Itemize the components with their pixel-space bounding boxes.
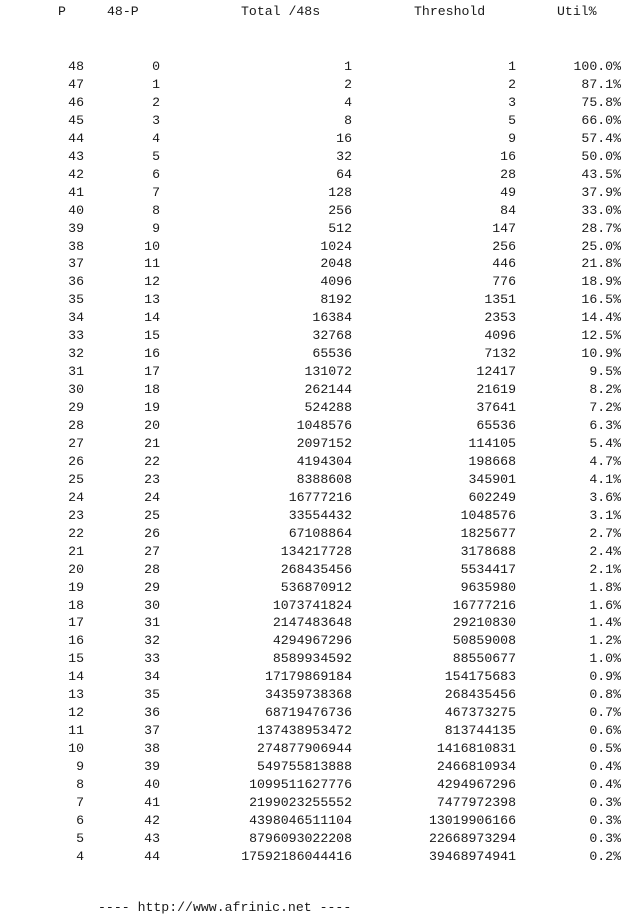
table-row [0, 363, 639, 381]
table-row [0, 758, 639, 776]
cell-util: 10.9% [581, 346, 621, 362]
table-row [0, 399, 639, 417]
cell-threshold: 88550677 [452, 651, 516, 667]
cell-threshold: 5 [508, 112, 516, 128]
cell-total-48s: 4398046511104 [249, 812, 352, 828]
cell-util: 0.9% [589, 669, 621, 685]
cell-48-minus-p: 18 [144, 382, 160, 398]
cell-util: 4.7% [589, 453, 621, 469]
cell-48-minus-p: 23 [144, 471, 160, 487]
cell-util: 1.2% [589, 633, 621, 649]
cell-threshold: 3178688 [460, 543, 516, 559]
cell-total-48s: 64 [336, 166, 352, 182]
cell-util: 0.4% [589, 777, 621, 792]
cell-util: 5.4% [589, 435, 621, 451]
cell-threshold: 13019906166 [428, 812, 516, 828]
table-row [0, 614, 639, 632]
cell-threshold: 1416810831 [436, 741, 516, 757]
cell-threshold: 22668973294 [428, 830, 516, 846]
cell-total-48s: 16 [336, 130, 352, 146]
cell-total-48s: 536870912 [280, 579, 352, 595]
cell-threshold: 84 [500, 202, 516, 218]
cell-p: 14 [68, 669, 84, 685]
cell-48-minus-p: 33 [144, 651, 160, 667]
cell-threshold: 9 [508, 130, 516, 146]
cell-48-minus-p: 25 [144, 507, 160, 523]
cell-p: 38 [68, 238, 84, 254]
table-row [0, 740, 639, 758]
cell-threshold: 16 [500, 148, 516, 164]
cell-threshold: 114105 [468, 435, 516, 451]
cell-util: 6.3% [589, 418, 621, 433]
cell-threshold: 2466810934 [436, 759, 516, 775]
cell-util: 87.1% [581, 76, 621, 92]
cell-total-48s: 8589934592 [272, 651, 352, 667]
table-row [0, 273, 639, 291]
cell-threshold: 2353 [484, 310, 516, 326]
cell-util: 37.9% [581, 184, 621, 200]
cell-p: 46 [68, 94, 84, 110]
cell-48-minus-p: 38 [144, 741, 160, 757]
table-row [0, 112, 639, 130]
table-row [0, 668, 639, 686]
table-row [0, 94, 639, 112]
cell-48-minus-p: 31 [144, 615, 160, 631]
cell-util: 3.1% [589, 507, 621, 523]
table-row [0, 632, 639, 650]
cell-util: 28.7% [581, 220, 621, 236]
cell-total-48s: 34359738368 [264, 687, 352, 703]
cell-p: 13 [68, 687, 84, 703]
cell-48-minus-p: 9 [152, 220, 160, 236]
table-row [0, 561, 639, 579]
cell-48-minus-p: 21 [144, 435, 160, 451]
cell-48-minus-p: 12 [144, 274, 160, 290]
cell-p: 4 [76, 848, 84, 864]
cell-p: 7 [76, 794, 84, 810]
table-row [0, 148, 639, 166]
cell-total-48s: 128 [328, 184, 352, 200]
header-p: P [58, 4, 66, 19]
cell-total-48s: 65536 [312, 346, 352, 362]
cell-threshold: 1351 [484, 292, 516, 308]
cell-util: 18.9% [581, 274, 621, 290]
table-row [0, 579, 639, 597]
cell-total-48s: 8388608 [296, 471, 352, 487]
cell-48-minus-p: 2 [152, 94, 160, 110]
cell-total-48s: 17592186044416 [241, 848, 352, 864]
cell-48-minus-p: 34 [144, 669, 160, 685]
cell-p: 16 [68, 633, 84, 649]
cell-48-minus-p: 40 [144, 777, 160, 792]
table-row [0, 686, 639, 704]
cell-48-minus-p: 13 [144, 292, 160, 308]
cell-p: 5 [76, 830, 84, 846]
cell-util: 8.2% [589, 382, 621, 398]
cell-p: 35 [68, 292, 84, 308]
cell-util: 3.6% [589, 489, 621, 505]
cell-util: 0.5% [589, 741, 621, 757]
cell-total-48s: 1048576 [296, 418, 352, 433]
table-header-row [0, 3, 639, 21]
cell-total-48s: 16384 [312, 310, 352, 326]
cell-48-minus-p: 17 [144, 364, 160, 380]
cell-util: 0.3% [589, 830, 621, 846]
table-row [0, 381, 639, 399]
cell-util: 2.4% [589, 543, 621, 559]
table-row [0, 202, 639, 220]
cell-p: 10 [68, 741, 84, 757]
header-threshold: Threshold [414, 4, 486, 19]
cell-total-48s: 1073741824 [272, 597, 352, 613]
table-row [0, 58, 639, 76]
cell-p: 41 [68, 184, 84, 200]
cell-threshold: 3 [508, 94, 516, 110]
table-row [0, 184, 639, 202]
cell-util: 0.8% [589, 687, 621, 703]
cell-p: 42 [68, 166, 84, 182]
cell-p: 31 [68, 364, 84, 380]
cell-p: 25 [68, 471, 84, 487]
table-row [0, 830, 639, 848]
table-row [0, 543, 639, 561]
cell-threshold: 813744135 [444, 723, 516, 739]
cell-util: 1.4% [589, 615, 621, 631]
cell-threshold: 446 [492, 256, 516, 272]
cell-p: 15 [68, 651, 84, 667]
table-row [0, 76, 639, 94]
cell-p: 18 [68, 597, 84, 613]
cell-total-48s: 16777216 [288, 489, 352, 505]
table-row [0, 507, 639, 525]
cell-threshold: 16777216 [452, 597, 516, 613]
cell-util: 12.5% [581, 328, 621, 344]
cell-total-48s: 131072 [304, 364, 352, 380]
cell-total-48s: 4194304 [296, 453, 352, 469]
cell-threshold: 7477972398 [436, 794, 516, 810]
table-row [0, 255, 639, 273]
table-row [0, 238, 639, 256]
cell-util: 9.5% [589, 364, 621, 380]
cell-threshold: 39468974941 [428, 848, 516, 864]
cell-threshold: 4294967296 [436, 777, 516, 792]
cell-48-minus-p: 28 [144, 561, 160, 577]
cell-p: 40 [68, 202, 84, 218]
cell-threshold: 776 [492, 274, 516, 290]
cell-threshold: 1 [508, 59, 516, 74]
cell-p: 17 [68, 615, 84, 631]
cell-p: 45 [68, 112, 84, 128]
cell-threshold: 345901 [468, 471, 516, 487]
cell-util: 1.6% [589, 597, 621, 613]
cell-threshold: 602249 [468, 489, 516, 505]
cell-p: 36 [68, 274, 84, 290]
cell-total-48s: 134217728 [280, 543, 352, 559]
cell-util: 1.8% [589, 579, 621, 595]
cell-util: 0.2% [589, 848, 621, 864]
cell-total-48s: 4294967296 [272, 633, 352, 649]
cell-threshold: 4096 [484, 328, 516, 344]
cell-threshold: 12417 [476, 364, 516, 380]
cell-p: 22 [68, 525, 84, 541]
cell-p: 48 [68, 59, 84, 74]
cell-48-minus-p: 44 [144, 848, 160, 864]
cell-threshold: 154175683 [444, 669, 516, 685]
cell-threshold: 50859008 [452, 633, 516, 649]
cell-threshold: 49 [500, 184, 516, 200]
table-row [0, 794, 639, 812]
cell-util: 16.5% [581, 292, 621, 308]
cell-p: 28 [68, 418, 84, 433]
cell-p: 29 [68, 400, 84, 416]
cell-total-48s: 4096 [320, 274, 352, 290]
cell-total-48s: 549755813888 [257, 759, 352, 775]
cell-p: 19 [68, 579, 84, 595]
cell-util: 57.4% [581, 130, 621, 146]
table-row [0, 417, 639, 435]
cell-p: 39 [68, 220, 84, 236]
cell-p: 11 [68, 723, 84, 739]
table-row [0, 453, 639, 471]
cell-48-minus-p: 35 [144, 687, 160, 703]
cell-48-minus-p: 29 [144, 579, 160, 595]
cell-total-48s: 256 [328, 202, 352, 218]
cell-threshold: 268435456 [444, 687, 516, 703]
cell-threshold: 28 [500, 166, 516, 182]
cell-threshold: 1825677 [460, 525, 516, 541]
cell-threshold: 2 [508, 76, 516, 92]
cell-p: 8 [76, 777, 84, 792]
cell-p: 27 [68, 435, 84, 451]
cell-48-minus-p: 36 [144, 705, 160, 721]
cell-p: 26 [68, 453, 84, 469]
cell-threshold: 65536 [476, 418, 516, 433]
cell-util: 0.4% [589, 759, 621, 775]
table-row [0, 345, 639, 363]
cell-p: 21 [68, 543, 84, 559]
cell-48-minus-p: 7 [152, 184, 160, 200]
cell-p: 6 [76, 812, 84, 828]
cell-threshold: 37641 [476, 400, 516, 416]
cell-p: 43 [68, 148, 84, 164]
cell-48-minus-p: 14 [144, 310, 160, 326]
cell-48-minus-p: 19 [144, 400, 160, 416]
table-row [0, 489, 639, 507]
cell-48-minus-p: 22 [144, 453, 160, 469]
cell-48-minus-p: 10 [144, 238, 160, 254]
cell-total-48s: 8 [344, 112, 352, 128]
cell-util: 0.3% [589, 812, 621, 828]
cell-48-minus-p: 3 [152, 112, 160, 128]
cell-p: 44 [68, 130, 84, 146]
cell-threshold: 9635980 [460, 579, 516, 595]
cell-total-48s: 33554432 [288, 507, 352, 523]
cell-total-48s: 4 [344, 94, 352, 110]
cell-48-minus-p: 11 [144, 256, 160, 272]
cell-48-minus-p: 37 [144, 723, 160, 739]
cell-util: 2.7% [589, 525, 621, 541]
table-row [0, 722, 639, 740]
table-row [0, 166, 639, 184]
cell-total-48s: 137438953472 [257, 723, 352, 739]
cell-p: 47 [68, 76, 84, 92]
cell-util: 4.1% [589, 471, 621, 487]
cell-48-minus-p: 24 [144, 489, 160, 505]
cell-util: 21.8% [581, 256, 621, 272]
cell-48-minus-p: 27 [144, 543, 160, 559]
table-row [0, 130, 639, 148]
cell-threshold: 256 [492, 238, 516, 254]
cell-util: 0.6% [589, 723, 621, 739]
cell-total-48s: 2147483648 [272, 615, 352, 631]
table-row [0, 220, 639, 238]
cell-total-48s: 1024 [320, 238, 352, 254]
cell-48-minus-p: 30 [144, 597, 160, 613]
cell-util: 50.0% [581, 148, 621, 164]
cell-threshold: 198668 [468, 453, 516, 469]
cell-total-48s: 2097152 [296, 435, 352, 451]
footer-link-text: ---- http://www.afrinic.net ---- [98, 900, 352, 915]
table-row [0, 597, 639, 615]
cell-48-minus-p: 43 [144, 830, 160, 846]
cell-total-48s: 2048 [320, 256, 352, 272]
cell-util: 14.4% [581, 310, 621, 326]
cell-total-48s: 2 [344, 76, 352, 92]
cell-p: 23 [68, 507, 84, 523]
cell-p: 20 [68, 561, 84, 577]
table-row [0, 291, 639, 309]
cell-util: 43.5% [581, 166, 621, 182]
cell-48-minus-p: 39 [144, 759, 160, 775]
cell-util: 75.8% [581, 94, 621, 110]
cell-48-minus-p: 26 [144, 525, 160, 541]
cell-threshold: 467373275 [444, 705, 516, 721]
cell-48-minus-p: 41 [144, 794, 160, 810]
header-util: Util% [557, 4, 597, 19]
cell-total-48s: 8192 [320, 292, 352, 308]
cell-total-48s: 274877906944 [257, 741, 352, 757]
table-row [0, 525, 639, 543]
cell-total-48s: 67108864 [288, 525, 352, 541]
cell-threshold: 5534417 [460, 561, 516, 577]
cell-48-minus-p: 6 [152, 166, 160, 182]
cell-48-minus-p: 5 [152, 148, 160, 164]
cell-util: 1.0% [589, 651, 621, 667]
cell-total-48s: 268435456 [280, 561, 352, 577]
table-row [0, 776, 639, 794]
cell-48-minus-p: 20 [144, 418, 160, 433]
cell-48-minus-p: 42 [144, 812, 160, 828]
cell-total-48s: 1099511627776 [249, 777, 352, 792]
cell-total-48s: 1 [344, 59, 352, 74]
header-total-48s: Total /48s [241, 4, 321, 19]
cell-threshold: 147 [492, 220, 516, 236]
cell-total-48s: 17179869184 [264, 669, 352, 685]
cell-48-minus-p: 0 [152, 59, 160, 74]
cell-util: 25.0% [581, 238, 621, 254]
cell-threshold: 29210830 [452, 615, 516, 631]
cell-48-minus-p: 1 [152, 76, 160, 92]
cell-48-minus-p: 32 [144, 633, 160, 649]
table-row [0, 327, 639, 345]
cell-total-48s: 2199023255552 [249, 794, 352, 810]
cell-p: 33 [68, 328, 84, 344]
cell-total-48s: 32768 [312, 328, 352, 344]
table-row [0, 812, 639, 830]
table-row [0, 435, 639, 453]
cell-util: 0.3% [589, 794, 621, 810]
cell-total-48s: 8796093022208 [249, 830, 352, 846]
cell-util: 66.0% [581, 112, 621, 128]
cell-util: 0.7% [589, 705, 621, 721]
cell-threshold: 7132 [484, 346, 516, 362]
cell-48-minus-p: 16 [144, 346, 160, 362]
cell-p: 37 [68, 256, 84, 272]
table-row [0, 704, 639, 722]
cell-p: 24 [68, 489, 84, 505]
cell-p: 34 [68, 310, 84, 326]
cell-util: 33.0% [581, 202, 621, 218]
cell-threshold: 1048576 [460, 507, 516, 523]
header-48-minus-p: 48-P [107, 4, 139, 19]
table-row [0, 650, 639, 668]
table-row [0, 309, 639, 327]
cell-total-48s: 524288 [304, 400, 352, 416]
cell-total-48s: 512 [328, 220, 352, 236]
cell-util: 7.2% [589, 400, 621, 416]
cell-total-48s: 262144 [304, 382, 352, 398]
cell-p: 9 [76, 759, 84, 775]
cell-48-minus-p: 15 [144, 328, 160, 344]
cell-total-48s: 32 [336, 148, 352, 164]
cell-48-minus-p: 4 [152, 130, 160, 146]
cell-p: 30 [68, 382, 84, 398]
cell-util: 100.0% [573, 59, 621, 74]
cell-p: 12 [68, 705, 84, 721]
cell-threshold: 21619 [476, 382, 516, 398]
table-row [0, 848, 639, 866]
cell-48-minus-p: 8 [152, 202, 160, 218]
cell-total-48s: 68719476736 [264, 705, 352, 721]
table-row [0, 471, 639, 489]
cell-p: 32 [68, 346, 84, 362]
cell-util: 2.1% [589, 561, 621, 577]
